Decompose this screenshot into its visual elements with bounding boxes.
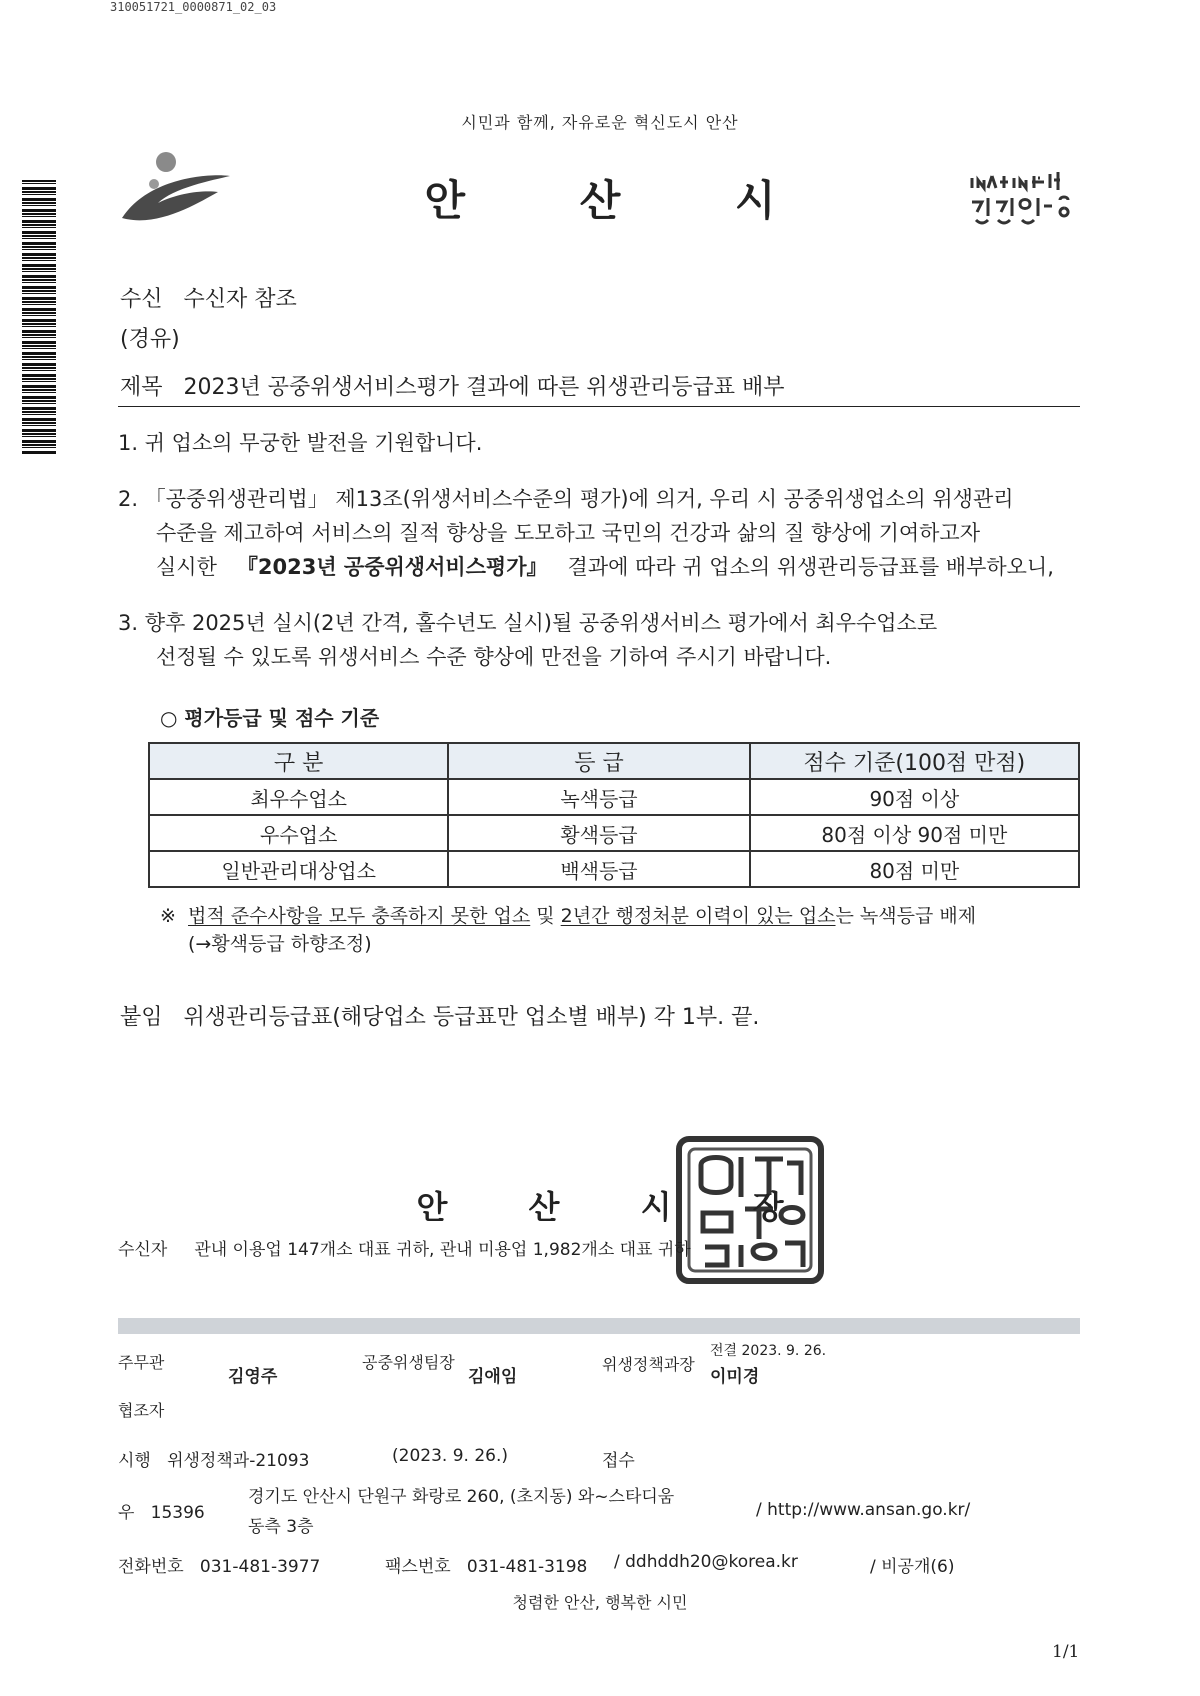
address-line-1: 경기도 안산시 단원구 화랑로 260, (초지동) 와~스타디움 bbox=[248, 1487, 675, 1507]
table-header: 구 분 bbox=[149, 743, 448, 779]
tel-row bbox=[118, 1552, 320, 1577]
item-3 bbox=[118, 606, 1093, 674]
fax-row bbox=[385, 1552, 587, 1577]
subject-label: 제목 bbox=[120, 375, 163, 400]
table-cell: 80점 미만 bbox=[750, 851, 1079, 887]
item-2-line-3 bbox=[118, 550, 1093, 584]
attachment-value: 위생관리등급표(해당업소 등급표만 업소별 배부) 각 1부. 끝. bbox=[183, 1005, 760, 1030]
enforce-number: 위생정책과-21093 bbox=[167, 1451, 310, 1471]
fax-label: 팩스번호 bbox=[385, 1557, 451, 1577]
table-cell: 백색등급 bbox=[448, 851, 749, 887]
address bbox=[248, 1482, 674, 1542]
enforce-row bbox=[118, 1446, 309, 1471]
slogan: 시민과 함께, 자유로운 혁신도시 안산 bbox=[461, 113, 739, 132]
table-header: 점수 기준(100점 만점) bbox=[750, 743, 1079, 779]
item-1: 1. 귀 업소의 무궁한 발전을 기원합니다. bbox=[118, 431, 483, 455]
subject-value: 2023년 공중위생서비스평가 결과에 따른 위생관리등급표 배부 bbox=[183, 375, 785, 400]
table-header: 등 급 bbox=[448, 743, 749, 779]
org-title-char: 산 bbox=[579, 176, 621, 225]
recipients-row bbox=[118, 1235, 691, 1260]
recipients-value: 관내 이용업 147개소 대표 귀하, 관내 미용업 1,982개소 대표 귀하 bbox=[194, 1240, 691, 1260]
table-cell: 우수업소 bbox=[149, 815, 448, 851]
director-approval-note: 전결 2023. 9. 26. bbox=[710, 1343, 827, 1359]
table-cell: 황색등급 bbox=[448, 815, 749, 851]
signer-char: 시 bbox=[640, 1188, 672, 1226]
homepage-link[interactable]: / http://www.ansan.go.kr/ bbox=[756, 1500, 971, 1520]
item-2-line-3-post: 결과에 따라 귀 업소의 위생관리등급표를 배부하오니, bbox=[567, 555, 1054, 579]
table-cell: 최우수업소 bbox=[149, 779, 448, 815]
item-2 bbox=[118, 482, 1093, 584]
note bbox=[160, 902, 1090, 958]
note-mark: ※ bbox=[160, 905, 176, 927]
director-label: 위생정책과장 bbox=[602, 1355, 695, 1374]
zip-row bbox=[118, 1498, 205, 1523]
recipients-label: 수신자 bbox=[118, 1240, 168, 1260]
disclosure-status: / 비공개(6) bbox=[870, 1557, 955, 1577]
table-cell: 80점 이상 90점 미만 bbox=[750, 815, 1079, 851]
receipt-label: 접수 bbox=[602, 1451, 635, 1471]
item-3-line-1: 3. 향후 2025년 실시(2년 간격, 홀수년도 실시)될 공중위생서비스 평가에서 최우수업소로 bbox=[118, 611, 938, 635]
org-title-char: 안 bbox=[424, 176, 466, 225]
motto: 청렴한 안산, 행복한 시민 bbox=[512, 1593, 688, 1612]
tel-label: 전화번호 bbox=[118, 1557, 184, 1577]
table-cell: 녹색등급 bbox=[448, 779, 749, 815]
fax-number: 031-481-3198 bbox=[466, 1557, 588, 1577]
note-joiner: 및 bbox=[530, 905, 561, 927]
enforce-date: (2023. 9. 26.) bbox=[392, 1446, 508, 1466]
note-condition-1: 법적 준수사항을 모두 충족하지 못한 업소 bbox=[188, 905, 531, 927]
table-cell: 90점 이상 bbox=[750, 779, 1079, 815]
item-2-line-3-pre: 실시한 bbox=[156, 555, 217, 579]
grade-table bbox=[148, 742, 1080, 888]
note-condition-2: 2년간 행정처분 이력이 있는 업소 bbox=[560, 905, 836, 927]
table-row bbox=[149, 815, 1079, 851]
item-2-line-2: 수준을 제고하여 서비스의 질적 향상을 도모하고 국민의 건강과 삶의 질 향상에 기여하고자 bbox=[156, 521, 981, 545]
table-header-row bbox=[149, 743, 1079, 779]
tel-number: 031-481-3977 bbox=[199, 1557, 321, 1577]
address-line-2: 동측 3층 bbox=[248, 1517, 314, 1537]
note-result: 는 녹색등급 배제 bbox=[835, 905, 977, 927]
page-number: 1/1 bbox=[1052, 1642, 1080, 1662]
evaluation-title: 『2023년 공중위생서비스평가』 bbox=[236, 555, 548, 579]
org-title-char: 시 bbox=[734, 176, 776, 225]
signer bbox=[0, 1182, 1200, 1228]
recipient-label: 수신 bbox=[120, 287, 163, 312]
note-line-2: (→황색등급 하향조정) bbox=[188, 933, 372, 955]
criteria-heading: ○ 평가등급 및 점수 기준 bbox=[160, 706, 380, 730]
document-id: 310051721_0000871_02_03 bbox=[110, 0, 277, 14]
recipient-value: 수신자 참조 bbox=[183, 287, 297, 312]
email-link[interactable]: / ddhddh20@korea.kr bbox=[614, 1552, 798, 1572]
director-name: 이미경 bbox=[710, 1367, 760, 1387]
table-cell: 일반관리대상업소 bbox=[149, 851, 448, 887]
zip-label: 우 bbox=[118, 1503, 135, 1523]
table-row bbox=[149, 779, 1079, 815]
signer-char: 장 bbox=[752, 1188, 784, 1226]
brand-logo-icon bbox=[968, 168, 1078, 228]
via: (경유) bbox=[120, 327, 180, 352]
drafter-label: 주무관 bbox=[118, 1353, 165, 1372]
attachment-row bbox=[120, 1000, 759, 1031]
subject-divider bbox=[118, 406, 1080, 407]
cooperator-label: 협조자 bbox=[118, 1401, 165, 1420]
subject-row bbox=[120, 370, 785, 401]
team-leader-name: 김애임 bbox=[468, 1367, 518, 1387]
attachment-label: 붙임 bbox=[120, 1005, 163, 1030]
table-row bbox=[149, 851, 1079, 887]
enforce-label: 시행 bbox=[118, 1451, 151, 1471]
drafter-name: 김영주 bbox=[228, 1367, 278, 1387]
signer-char: 산 bbox=[528, 1188, 560, 1226]
item-2-line-1: 2. 「공중위생관리법」 제13조(위생서비스수준의 평가)에 의거, 우리 시 공중위생업소의 위생관리 bbox=[118, 487, 1014, 511]
recipient-row bbox=[120, 282, 297, 313]
signer-char: 안 bbox=[416, 1188, 448, 1226]
zip-code: 15396 bbox=[150, 1503, 205, 1523]
footer-divider bbox=[118, 1318, 1080, 1334]
team-leader-label: 공중위생팀장 bbox=[362, 1353, 455, 1372]
item-3-line-2: 선정될 수 있도록 위생서비스 수준 향상에 만전을 기하여 주시기 바랍니다. bbox=[156, 645, 832, 669]
